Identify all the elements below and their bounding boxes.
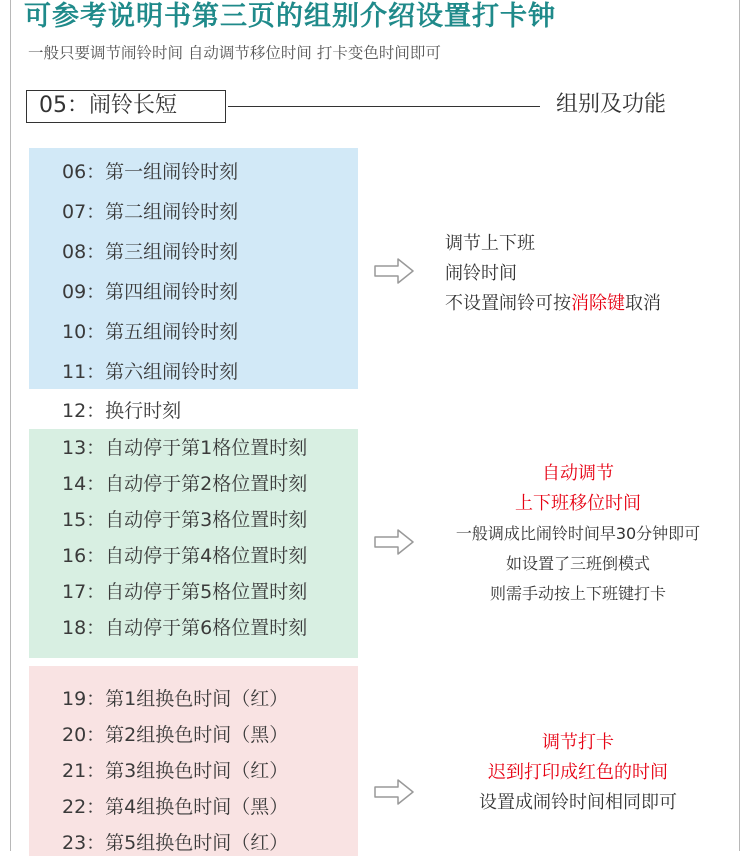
- shift-group-description: [428, 459, 728, 609]
- color-group-item: 19：第1组换色时间（红）: [62, 688, 289, 710]
- arrow-right-icon: [374, 528, 414, 556]
- legend-code-box: 05：闹铃长短: [26, 90, 226, 123]
- shift-group-item: 15：自动停于第3格位置时刻: [62, 509, 308, 531]
- arrow-right-icon: [374, 778, 414, 806]
- color-group-item: 20：第2组换色时间（黑）: [62, 724, 289, 746]
- color-desc-red-line: 迟到打印成红色的时间: [488, 762, 668, 783]
- legend-label: 组别及功能: [556, 92, 667, 117]
- alarm-group-item: 06：第一组闹铃时刻: [62, 161, 239, 183]
- alarm-desc-prefix: 不设置闹铃可按: [445, 293, 571, 314]
- alarm-desc-line: 闹铃时间: [445, 263, 517, 284]
- alarm-group-item: 09：第四组闹铃时刻: [62, 281, 239, 303]
- alarm-group-item: 07：第二组闹铃时刻: [62, 201, 239, 223]
- shift-desc-line: 则需手动按上下班键打卡: [489, 584, 666, 603]
- alarm-desc-line: 调节上下班: [445, 233, 535, 254]
- alarm-group-description: [445, 229, 661, 319]
- shift-group-item: 16：自动停于第4格位置时刻: [62, 545, 308, 567]
- shift-group-item: 13：自动停于第1格位置时刻: [62, 437, 308, 459]
- shift-group-item: 18：自动停于第6格位置时刻: [62, 617, 308, 639]
- alarm-desc-suffix: 取消: [625, 293, 661, 314]
- shift-desc-red-line: 上下班移位时间: [515, 493, 641, 514]
- page-title: 可参考说明书第三页的组别介绍设置打卡钟: [24, 1, 556, 32]
- alarm-group-item: 10：第五组闹铃时刻: [62, 321, 239, 343]
- alarm-group-item: 08：第三组闹铃时刻: [62, 241, 239, 263]
- page-subtitle: 一般只要调节闹铃时间 自动调节移位时间 打卡变色时间即可: [28, 44, 441, 62]
- arrow-right-icon: [374, 257, 414, 285]
- color-group-description: [428, 728, 728, 818]
- shift-desc-line: 一般调成比闹铃时间早30分钟即可: [455, 524, 701, 543]
- newline-item: 12：换行时刻: [62, 400, 182, 422]
- alarm-desc-line: [445, 289, 661, 319]
- legend-connector-line: [228, 106, 540, 107]
- alarm-group-item: 11：第六组闹铃时刻: [62, 361, 239, 383]
- alarm-group-panel: [29, 148, 358, 389]
- shift-group-item: 14：自动停于第2格位置时刻: [62, 473, 308, 495]
- color-desc-line: 设置成闹铃时间相同即可: [479, 792, 677, 813]
- clear-key-highlight: 消除键: [571, 293, 625, 314]
- color-group-item: 21：第3组换色时间（红）: [62, 760, 289, 782]
- color-group-item: 23：第5组换色时间（红）: [62, 832, 289, 854]
- shift-desc-line: 如设置了三班倒模式: [505, 554, 650, 573]
- color-group-item: 22：第4组换色时间（黑）: [62, 796, 289, 818]
- color-desc-red-line: 调节打卡: [542, 732, 614, 753]
- shift-group-item: 17：自动停于第5格位置时刻: [62, 581, 308, 603]
- shift-desc-red-line: 自动调节: [542, 463, 614, 484]
